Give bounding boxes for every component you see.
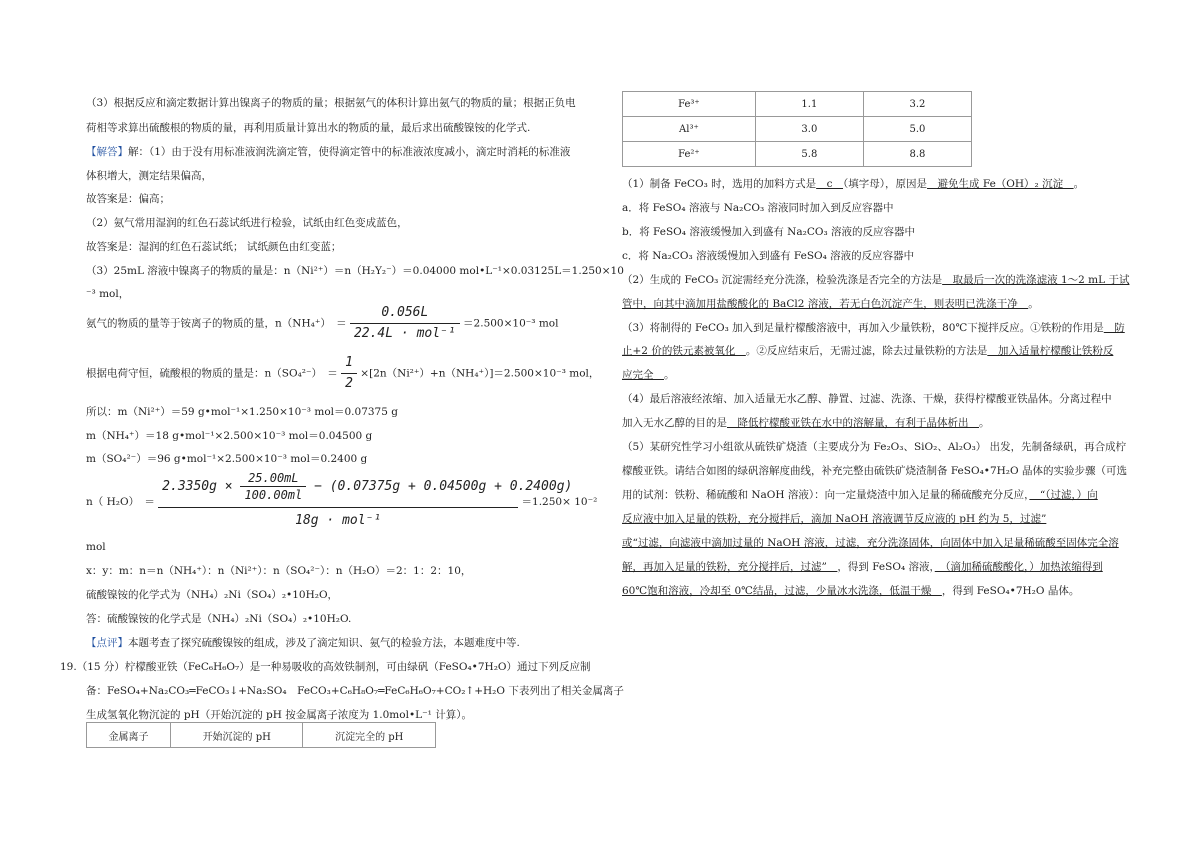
text-span: 根据电荷守恒，硫酸根的物质的量是：n（SO₄²⁻） ＝ [86, 367, 338, 380]
text-line [622, 488, 1098, 502]
answer-span: 或“过滤，向滤液中滴加过量的 NaOH 溶液，过滤，充分洗涤固体，向固体中加入足量稀硫酸至固体完全溶 [622, 537, 1119, 549]
text-span: 本题考查了探究硫酸镍铵的组成，涉及了滴定知识、氨气的检验方法，本题难度中等. [128, 637, 520, 649]
answer-span: 管中，向其中滴加用盐酸酸化的 BaCl2 溶液，若无白色沉淀产生，则表明已洗涤干净 [622, 298, 1029, 310]
text-line: 故答案是：偏高； [86, 193, 170, 205]
text-span: （1）制备 FeCO₃ 时，选用的加料方式是 [622, 178, 817, 190]
text-span: 氨气的物质的量等于铵离子的物质的量，n（NH₄⁺） ＝ [86, 317, 347, 330]
text-span: n（ H₂O） ＝ [86, 496, 155, 508]
answer-line [86, 145, 570, 159]
text-line: 所以：m（Ni²⁺）＝59 g•mol⁻¹×1.250×10⁻³ mol＝0.07375 g [86, 406, 398, 418]
text-line: m（NH₄⁺）＝18 g•mol⁻¹×2.500×10⁻³ mol＝0.04500 g [86, 430, 373, 442]
text-line: 备：FeSO₄+Na₂CO₃═FeCO₃↓+Na₂SO₄ FeCO₃+C₆H₈O₇═FeC₆H₆O₇+CO₂↑+H₂O 下表列出了相关金属离子 [86, 685, 624, 697]
numerator-text: 2.3350 [162, 479, 210, 494]
option-a: a．将 FeSO₄ 溶液与 Na₂CO₃ 溶液同时加入到反应容器中 [622, 202, 894, 214]
answer-span: 应完全 [622, 369, 664, 381]
text-line: x：y：m：n＝n（NH₄⁺）：n（Ni²⁺）：n（SO₄²⁻）：n（H₂O）＝2：1：2：10， [86, 565, 472, 577]
text-line: m（SO₄²⁻）＝96 g•mol⁻¹×2.500×10⁻³ mol＝0.2400 g [86, 453, 368, 465]
fraction-numerator: 1 [341, 353, 357, 374]
table-header-cell: 开始沉淀的 pH [170, 723, 303, 748]
text-line: 答：硫酸镍铵的化学式是（NH₄）₂Ni（SO₄）₂•10H₂O. [86, 613, 352, 625]
fraction-denominator: 22.4L · mol⁻¹ [353, 326, 456, 341]
table-header-cell: 沉淀完全的 pH [303, 723, 436, 748]
question-19-line: 19.（15 分）柠檬酸亚铁（FeC₆H₆O₇）是一种易吸收的高效铁制剂，可由绿矾（FeSO₄•7H₂O）通过下列反应制 [60, 661, 591, 673]
answer-span: 止+2 价的铁元素被氧化 [622, 345, 746, 357]
table-row [623, 92, 972, 117]
text-line: 故答案是：湿润的红色石蕊试纸； 试纸颜色由红变蓝； [86, 241, 342, 253]
text-line: 荷相等求算出硫酸根的物质的量，再利用质量计算出水的物质的量，最后求出硫酸镍铵的化学式. [86, 122, 531, 134]
table-row [623, 117, 972, 142]
text-span: 。 [1028, 298, 1039, 310]
fraction [341, 353, 357, 394]
text-line: 硫酸镍铵的化学式为（NH₄）₂Ni（SO₄）₂•10H₂O， [86, 589, 339, 601]
text-span: 。②反应结束后，无需过滤，除去过量铁粉的方法是 [745, 345, 988, 357]
text-span: 。 [664, 369, 675, 381]
numerator-text: − (0.07375g + 0.04500g + 0.2400g) [314, 479, 573, 494]
text-line: ⁻³ mol， [86, 288, 130, 300]
nh4-equation [86, 303, 559, 344]
answer-span: 避免生成 Fe（OH）₂ 沉淀 [927, 178, 1074, 190]
answer-span: 反应液中加入足量的铁粉，充分搅拌后，滴加 NaOH 溶液调节反应液的 pH 约为 5，过滤” [622, 513, 1047, 525]
table-cell: Fe²⁺ [623, 142, 756, 167]
text-span: （3）将制得的 FeCO₃ 加入到足量柠檬酸溶液中，再加入少量铁粉，80℃下搅拌反应。①铁粉的作用是 [622, 322, 1104, 334]
table-cell: Al³⁺ [623, 117, 756, 142]
text-line: 体积增大，测定结果偏高， [86, 170, 212, 182]
text-line [622, 416, 990, 430]
answer-span: 60℃饱和溶液，冷却至 0℃结晶，过滤，少量冰水洗涤，低温干燥 [622, 585, 942, 597]
text-span: 加入无水乙醇的目的是 [622, 417, 727, 429]
table-cell: 3.0 [755, 117, 863, 142]
text-line [622, 273, 1129, 287]
table-cell: 5.0 [863, 117, 971, 142]
inner-fraction [240, 470, 306, 503]
text-line [622, 344, 1113, 358]
table-row [623, 142, 972, 167]
answer-tag: 【解答】 [86, 146, 128, 158]
answer-span: 解，再加入足量的铁粉，充分搅拌后，过滤” [622, 561, 838, 573]
text-line: （2）氨气常用湿润的红色石蕊试纸进行检验，试纸由红色变成蓝色， [86, 217, 408, 229]
text-line: （4）最后溶液经浓缩、加入适量无水乙醇、静置、过滤、洗涤、干燥，获得柠檬酸亚铁晶体。分离过程中 [622, 393, 1112, 405]
text-span: 。 [1073, 178, 1085, 190]
text-line: 檬酸亚铁。请结合如图的绿矾溶解度曲线，补充完整由硫铁矿烧渣制备 FeSO₄•7H₂O 晶体的实验步骤（可选 [622, 465, 1127, 477]
ph-table-header [86, 722, 436, 748]
text-span: ，得到 FeSO₄•7H₂O 晶体。 [941, 585, 1080, 597]
text-span: （2）生成的 FeCO₃ 沉淀需经充分洗涤，检验洗涤是否完全的方法是 [622, 274, 943, 286]
table-cell: 3.2 [863, 92, 971, 117]
text-span: 解：（1）由于没有用标准液润洗滴定管，使得滴定管中的标准液浓度减小，滴定时消耗的标准液 [128, 146, 571, 158]
table-row [87, 723, 436, 748]
text-line: （3）25mL 溶液中镍离子的物质的量是：n（Ni²⁺）＝n（H₂Y₂⁻）＝0.04000 mol•L⁻¹×0.03125L＝1.250×10 [86, 265, 624, 277]
text-span: ，得到 FeSO₄ 溶液， [837, 561, 935, 573]
table-cell: 8.8 [863, 142, 971, 167]
answer-span: 取最后一次的洗涤滤液 1～2 mL 于试 [942, 274, 1130, 286]
comment-line [86, 636, 520, 650]
text-line [622, 536, 1119, 550]
fraction-denominator: 18g · mol⁻¹ [295, 513, 382, 528]
option-b: b．将 FeSO₄ 溶液缓慢加入到盛有 Na₂CO₃ 溶液的反应容器中 [622, 226, 916, 238]
answer-span: （滴加稀硫酸酸化，）加热浓缩得到 [934, 561, 1103, 573]
answer-span: 降低柠檬酸亚铁在水中的溶解量，有利于晶体析出 [727, 417, 979, 429]
text-span: （填字母），原因是 [843, 178, 928, 190]
answer-span: “（过滤，）向 [1029, 489, 1098, 501]
text-line [622, 177, 1084, 191]
fraction-numerator: 2.3350g × $\frac{25.00mL}{100.00ml}$ − (0.07375g + 0.04500g + 0.2400g) [158, 470, 518, 508]
text-line: 生成氢氧化物沉淀的 pH（开始沉淀的 pH 按金属离子浓度为 1.0mol•L⁻¹ 计算）。 [86, 709, 472, 721]
answer-span: c [816, 178, 844, 190]
text-line [622, 297, 1039, 311]
answer-span: 加入适量柠檬酸让铁粉反 [987, 345, 1114, 357]
fraction-numerator: 0.056L [350, 303, 460, 324]
text-line: mol [86, 541, 106, 553]
text-line: （5）某研究性学习小组欲从硫铁矿烧渣（主要成分为 Fe₂O₃、SiO₂、Al₂O₃） 出发，先制备绿矾，再合成柠 [622, 441, 1127, 453]
table-cell: 5.8 [755, 142, 863, 167]
so4-equation [86, 353, 599, 394]
text-line [622, 560, 1103, 574]
comment-tag: 【点评】 [86, 637, 128, 649]
text-line: （3）根据反应和滴定数据计算出镍离子的物质的量；根据氨气的体积计算出氨气的物质的量；根据正负电 [86, 97, 576, 109]
text-span: ＝1.250× 10⁻² [521, 496, 598, 508]
text-line [622, 584, 1079, 598]
option-c: c．将 Na₂CO₃ 溶液缓慢加入到盛有 FeSO₄ 溶液的反应容器中 [622, 250, 915, 262]
fraction [350, 303, 460, 344]
text-span: 。 [979, 417, 990, 429]
ph-table-body [622, 91, 972, 167]
answer-span: 防 [1103, 322, 1125, 334]
inner-numerator: 25.00mL [240, 470, 306, 487]
inner-denominator: 100.00ml [244, 488, 303, 502]
text-line [622, 321, 1125, 335]
h2o-equation [86, 470, 597, 534]
table-cell: Fe³⁺ [623, 92, 756, 117]
table-cell: 1.1 [755, 92, 863, 117]
text-line [622, 512, 1046, 526]
fraction-denominator: 2 [345, 376, 353, 391]
text-span: 用的试剂：铁粉、稀硫酸和 NaOH 溶液）：向一定量烧渣中加入足量的稀硫酸充分反应， [622, 489, 1030, 501]
text-span: ×[2n（Ni²⁺）+n（NH₄⁺）]＝2.500×10⁻³ mol， [360, 367, 600, 380]
text-span: ＝2.500×10⁻³ mol [463, 317, 559, 330]
text-line [622, 368, 675, 382]
table-header-cell: 金属离子 [87, 723, 171, 748]
